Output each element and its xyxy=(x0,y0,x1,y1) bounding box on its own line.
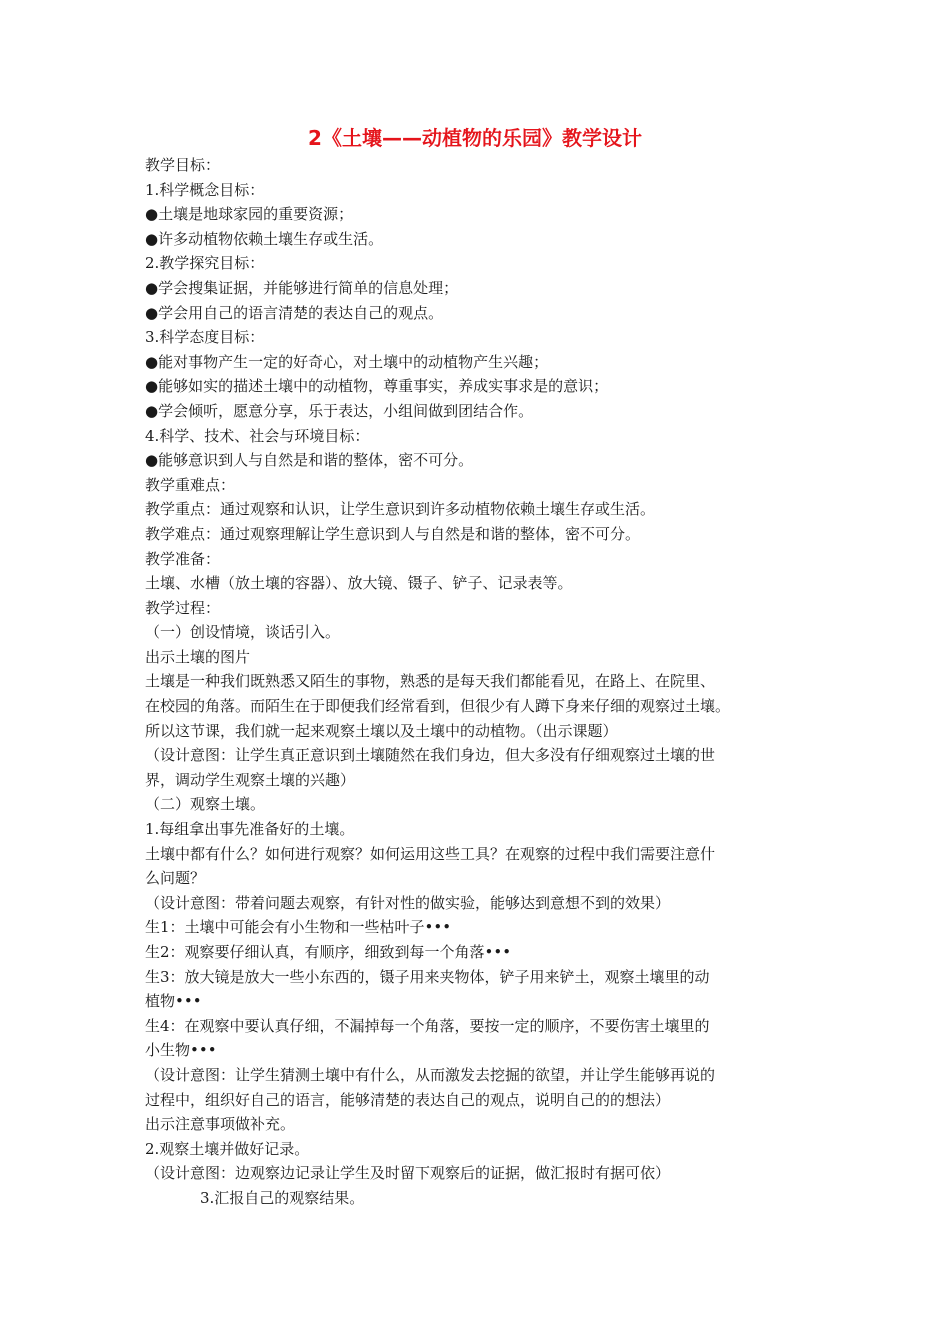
body-line: （二）观察土壤。 xyxy=(145,795,266,814)
body-line: （设计意图：边观察边记录让学生及时留下观察后的证据，做汇报时有据可依） xyxy=(145,1164,671,1183)
body-line: 界，调动学生观察土壤的兴趣） xyxy=(145,770,356,789)
body-line: 教学过程： xyxy=(145,598,221,617)
body-line: 生1：土壤中可能会有小生物和一些枯叶子••• xyxy=(145,918,452,937)
body-line: 教学重难点： xyxy=(145,475,236,494)
body-line: 3.科学态度目标： xyxy=(145,328,265,347)
body-line: 2.观察土壤并做好记录。 xyxy=(145,1139,310,1158)
body-line: 教学准备： xyxy=(145,549,221,568)
document-title: 2《土壤——动植物的乐园》教学设计 xyxy=(308,126,642,150)
body-line: ●能够意识到人与自然是和谐的整体，密不可分。 xyxy=(145,451,474,470)
body-line: 土壤是一种我们既熟悉又陌生的事物，熟悉的是每天我们都能看见，在路上、在院里、 xyxy=(145,672,716,691)
body-line: 1.科学概念目标： xyxy=(145,180,265,199)
body-line: ●学会搜集证据，并能够进行简单的信息处理； xyxy=(145,278,459,297)
body-line: 生3：放大镜是放大一些小东西的，镊子用来夹物体，铲子用来铲土，观察土壤里的动 xyxy=(145,967,710,986)
body-line: 植物••• xyxy=(145,992,202,1011)
body-line: ●许多动植物依赖土壤生存或生活。 xyxy=(145,229,384,248)
body-line: 生2：观察要仔细认真，有顺序，细致到每一个角落••• xyxy=(145,943,512,961)
body-line: 教学目标： xyxy=(145,156,221,174)
body-line: 教学难点：通过观察理解让学生意识到人与自然是和谐的整体，密不可分。 xyxy=(145,524,641,543)
body-line-indented: 3.汇报自己的观察结果。 xyxy=(200,1188,365,1207)
body-line: 4.科学、技术、社会与环境目标： xyxy=(145,426,370,445)
body-line: ●能够如实的描述土壤中的动植物，尊重事实，养成实事求是的意识； xyxy=(145,377,609,396)
body-line: ●学会倾听，愿意分享，乐于表达，小组间做到团结合作。 xyxy=(145,401,534,420)
body-line: 所以这节课，我们就一起来观察土壤以及土壤中的动植物。（出示课题） xyxy=(145,721,618,740)
body-line: （设计意图：带着问题去观察，有针对性的做实验，能够达到意想不到的效果） xyxy=(145,893,671,912)
body-line: （设计意图：让学生猜测土壤中有什么，从而激发去挖掘的欲望，并让学生能够再说的 xyxy=(145,1065,716,1084)
body-line: ●土壤是地球家园的重要资源； xyxy=(145,205,354,224)
document-body xyxy=(145,153,817,1211)
body-line: 过程中，组织好自己的语言，能够清楚的表达自己的观点，说明自己的的想法） xyxy=(145,1090,671,1109)
body-line: ●能对事物产生一定的好奇心，对土壤中的动植物产生兴趣； xyxy=(145,352,549,371)
body-line: 教学重点：通过观察和认识，让学生意识到许多动植物依赖土壤生存或生活。 xyxy=(145,500,656,519)
body-line: （设计意图：让学生真正意识到土壤随然在我们身边，但大多没有仔细观察过土壤的世 xyxy=(145,746,716,765)
body-line: （一）创设情境，谈话引入。 xyxy=(145,623,341,642)
body-line: 2.教学探究目标： xyxy=(145,254,265,273)
body-line: 土壤中都有什么？如何进行观察？如何运用这些工具？在观察的过程中我们需要注意什 xyxy=(145,844,716,863)
body-line: 出示注意事项做补充。 xyxy=(145,1115,296,1134)
body-line: 小生物••• xyxy=(145,1041,217,1060)
body-line: 么问题？ xyxy=(145,869,206,888)
body-line: 出示土壤的图片 xyxy=(145,647,251,666)
body-line: 生4：在观察中要认真仔细，不漏掉每一个角落，要按一定的顺序，不要伤害土壤里的 xyxy=(145,1016,710,1035)
body-line: 1.每组拿出事先准备好的土壤。 xyxy=(145,820,355,839)
body-line: 在校园的角落。而陌生在于即便我们经常看到，但很少有人蹲下身来仔细的观察过土壤。 xyxy=(145,697,731,716)
body-line: ●学会用自己的语言清楚的表达自己的观点。 xyxy=(145,303,444,322)
body-line: 土壤、水槽（放土壤的容器）、放大镜、镊子、铲子、记录表等。 xyxy=(145,574,573,593)
